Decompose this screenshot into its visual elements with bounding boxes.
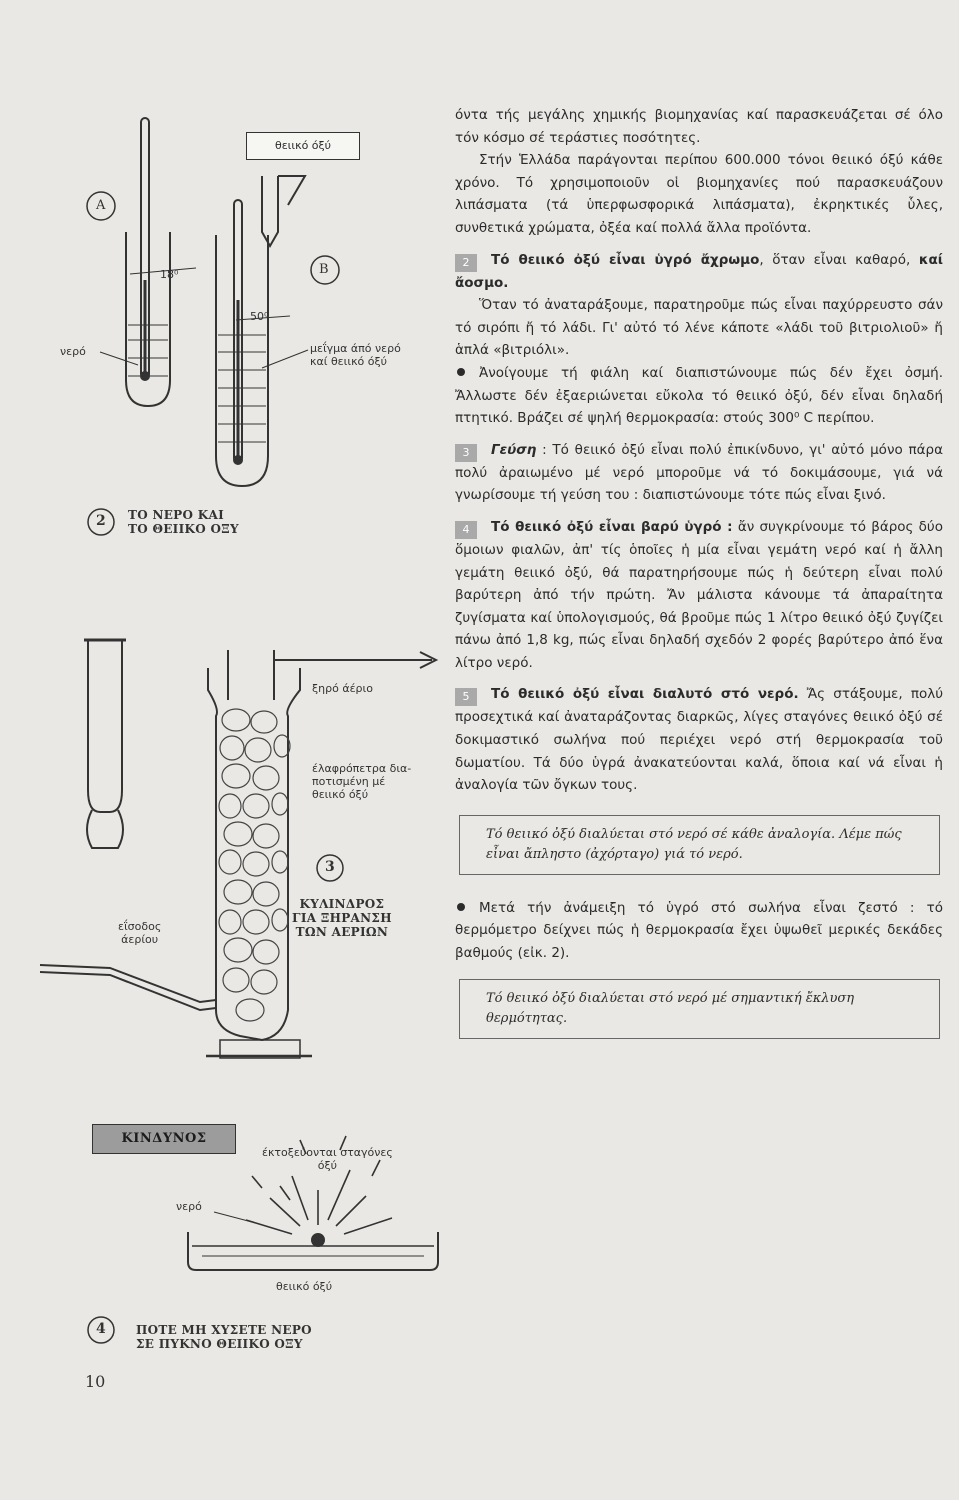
paragraph-heat-text: Μετά τήν ἀνάμειξη τό ὑγρό στό σωλήνα εἶναι ζεστό : τό θερμόμετρο δείχνει πώς ἡ θερμοκρασία ἔχει ὑψωθεῖ μερικές δεκάδες βαθμούς (εἰκ. 2). [455,899,943,962]
section-4 [455,516,943,675]
paragraph-greece: Στήν Ἑλλάδα παράγονται περίπου 600.000 τόνοι θειικό όξύ κάθε χρόνο. Τό χρησιμοποιοῦν οἱ βιομηχανίες πού παρασκευάζουν λιπάσματα (τά ὑπερφωσφορικά λιπάσματα), ἐκρηκτικές ὗλες, συνθετικά χρώματα, ὀξέα καί πολλά ἄλλα προϊόντα. [455,152,943,236]
section-5-heading: Τό θειικό ὀξύ εἶναι διαλυτό στό νερό. [491,686,799,703]
section-2 [455,249,943,295]
section-3-heading: Γεύση [491,441,537,458]
bullet-icon [457,368,465,376]
dropper [262,176,278,246]
circle-b-label: B [319,262,329,277]
sulfuric-acid-box: θειικό όξύ [246,132,360,160]
section-5 [455,683,943,796]
gas-inlet-label: εΐσοδος άερίου [118,920,162,946]
bullet-icon [457,903,465,911]
section-4-marker: 4 [455,521,477,539]
danger-sign: ΚΙΝΔΥΝΟΣ [92,1124,236,1154]
burner-tube [88,640,122,812]
section-5-text: Ἄς στάξουμε, πολύ προσεχτικά καί ἀναταράζοντας διαρκῶς, λίγες σταγόνες θειικό ὀξύ σέ δοκιμαστικό σωλήνα πού περιέχει νερό στή θερμοκρασία τοῦ δωματίου. Τά δύο ὑγρά ἀνακατεύονται καλά, ὅποια καί νά εἶναι ἡ ἀναλογία τῶν ὄγκων τους. [455,686,944,794]
mixture-label: μεΐγμα άπό νερό καί θειικό όξύ [310,342,401,368]
splash-water-label: νερό [176,1200,202,1213]
figure-drawings [0,0,455,1500]
note-box-heat: Τό θειικό ὀξύ διαλύεται στό νερό μέ σημαντική ἔκλυση θερμότητας. [459,979,940,1039]
section-2-heading-end: καί ἄοσμο. [455,251,944,291]
section-4-heading: Τό θειικό ὀξύ εἶναι βαρύ ὑγρό : [491,518,733,535]
dry-gas-label: ξηρό άέριο [312,682,373,695]
pumice-stones [219,709,290,1021]
paragraph-odor [455,362,943,430]
figure4-caption: ΠΟΤΕ ΜΗ ΧΥΣΕΤΕ ΝΕΡΟ ΣΕ ΠΥΚΝΟ ΘΕΙΙΚΟ ΟΞΥ [136,1323,312,1351]
paragraph-heat [455,897,943,965]
paragraph-viscous: Ὅταν τό ἀναταράξουμε, παρατηροῦμε πώς εἶναι παχύρρευστο σάν τό σιρόπι ἤ τό λάδι. Γι' αὐτό τό λένε κάποτε «λάδι τοῦ βιτριολιοῦ» ἤ ἁπλά «βιτριόλι». [455,297,943,359]
section-3-marker: 3 [455,444,477,462]
figure2-caption: ΤΟ ΝΕΡΟ ΚΑΙ ΤΟ ΘΕΙΙΚΟ ΟΞΥ [128,508,239,536]
figure3-caption: ΚΥΛΙΝΔΡΟΣ ΓΙΑ ΞΗΡΑΝΣΗ ΤΩΝ ΑΕΡΙΩΝ [292,897,392,939]
section-3 [455,439,943,507]
water-label: νερό [60,345,86,358]
drops-label: έκτοξεύονται σταγόνες όξύ [262,1146,393,1172]
pumice-label: έλαφρόπετρα δια- ποτισμένη μέ θειικό όξύ [312,762,412,801]
paragraph-odor-text: Ἀνοίγουμε τή φιάλη καί διαπιστώνουμε πώς δέν ἔχει ὀσμή. Ἄλλωστε δέν ἐξαεριώνεται εὔκολα τό θειικό ὀξύ, δέν εἶναι δηλαδή πτητικό. Βράζει σέ ψηλή θερμοκρασία: στούς 300⁰ C περίπου. [455,364,943,427]
temp-b-label: 50⁰ [250,310,269,323]
note-box-solubility: Τό θειικό ὀξύ διαλύεται στό νερό σέ κάθε ἀναλογία. Λέμε πώς εἶναι ἄπληστο (ἀχόρταγο) γιά τό νερό. [459,815,940,875]
body-text [455,104,943,1039]
circle-a-label: A [96,198,106,213]
figure2-number: 2 [96,513,106,529]
figure-column [0,0,455,1500]
figure3-number: 3 [325,859,335,875]
page-number: 10 [85,1372,106,1391]
section-4-text: ἄν συγκρίνουμε τό βάρος δύο ὅμοιων φιαλῶν, ἀπ' τίς ὁποῖες ἡ μία εἶναι γεμάτη νερό καί ἡ ἄλλη γεμάτη θειικό ὀξύ, θά παρατηρήσουμε πώς ἡ δεύτερη εἶναι πολύ βαρύτερη ἀπό τήν πρώτη. Ἄν μάλιστα κάνουμε τά ἀπαραίτητα ζυγίσματα καί ὑπολογισμούς, θά βροῦμε πώς 1 λίτρο θειικό ὀξύ ζυγίζει πάνω ἀπό 1,8 kg, πώς εἶναι δηλαδή σχεδόν 2 φορές βαρύτερο ἀπό ἕνα λίτρο νερό. [455,518,944,671]
section-2-text: , ὅταν εἶναι καθαρό, [759,251,911,268]
section-5-marker: 5 [455,688,477,706]
inlet-pipe [40,965,216,1002]
paragraph-intro: όντα τής μεγάλης χημικής βιομηχανίας καί παρασκευάζεται σέ όλο τόν κόσμο σέ τεράστιες ποσότητες. [455,107,943,146]
section-3-text: : Τό θειικό ὀξύ εἶναι πολύ ἐπικίνδυνο, γι' αὐτό μόνο πάρα πολύ ἀραιωμένο μέ νερό μποροῦμε νά τό δοκιμάσουμε, γιά νά γνωρίσουμε τή γεύση του : διαπιστώνουμε τότε πώς εἶναι ξινό. [455,441,943,504]
figure4-number: 4 [96,1321,106,1337]
temp-a-label: 18⁰ [160,268,179,281]
section-2-marker: 2 [455,254,477,272]
section-2-heading: Τό θειικό ὀξύ εἶναι ὑγρό ἄχρωμο [491,251,760,268]
splash-acid-label: θειικό όξύ [276,1280,333,1293]
